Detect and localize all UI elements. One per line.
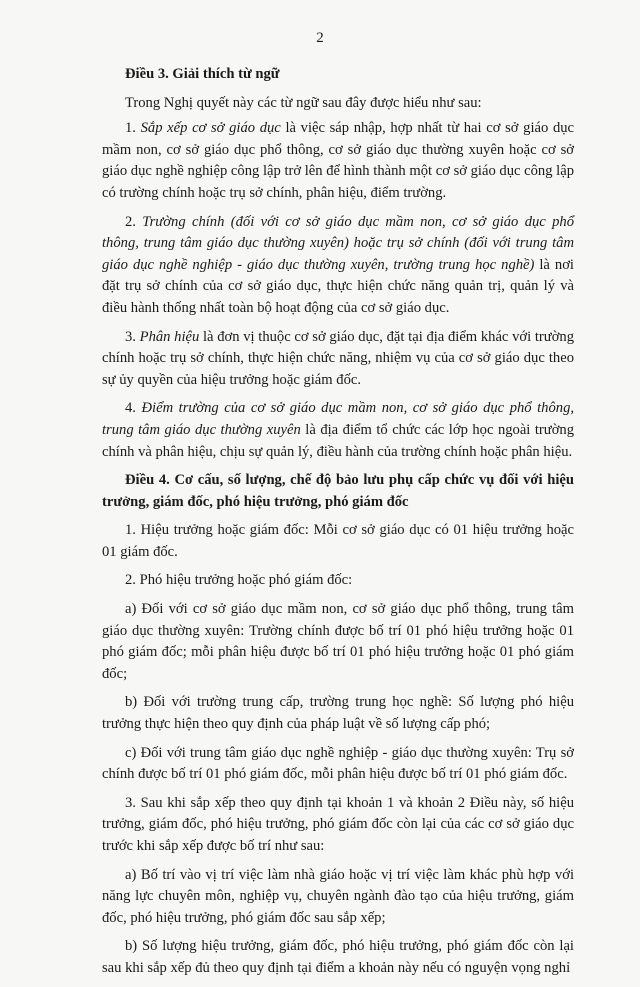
clause-number: 2. xyxy=(125,213,143,230)
clause-number: 4. xyxy=(125,400,142,417)
article-4-clause-3a: a) Bố trí vào vị trí việc làm nhà giáo hoặc vị trí việc làm khác phù hợp với năng lực chuyên môn, nghiệp vụ, chuyên ngành đào tạo của hiệu trưởng, giám đốc, phó hiệu trưởng, phó giám đốc sau sắp xếp; xyxy=(102,866,574,926)
clause-text: là địa điểm tổ chức các lớp học ngoài trường chính và phân hiệu, chịu sự quản lý, điều hành của trường chính hoặc phân hiệu. xyxy=(102,421,575,460)
defined-term: Điểm trường của cơ sở giáo dục mầm non, cơ sở giáo dục phổ thông, trung tâm giáo dục thường xuyên xyxy=(102,400,575,438)
article-4-heading: Điều 4. Cơ cấu, số lượng, chế độ bảo lưu phụ cấp chức vụ đối với hiệu trưởng, giám đốc, phó hiệu trưởng, phó giám đốc xyxy=(102,472,574,510)
article-3-clause-1 xyxy=(102,118,574,204)
clause-text: là nơi đặt trụ sở chính của cơ sở giáo dục, thực hiện chức năng quản trị, quản lý và điều hành thống nhất toàn bộ hoạt động của cơ sở giáo dục. xyxy=(102,256,574,316)
article-4-clause-1: 1. Hiệu trưởng hoặc giám đốc: Mỗi cơ sở giáo dục có 01 hiệu trưởng hoặc 01 giám đốc. xyxy=(102,522,574,560)
page-number: 2 xyxy=(316,30,324,46)
article-3-heading: Điều 3. Giải thích từ ngữ xyxy=(125,66,280,82)
article-3-intro: Trong Nghị quyết này các từ ngữ sau đây được hiểu như sau: xyxy=(125,94,482,111)
document-body xyxy=(102,64,574,987)
article-3-clause-4 xyxy=(102,398,574,463)
article-4-clause-2a: a) Đối với cơ sở giáo dục mầm non, cơ sở giáo dục phổ thông, trung tâm giáo dục thường xuyên: Trường chính được bố trí 01 phó hiệu trưởng hoặc 01 phó giám đốc; mỗi phân hiệu được bố trí 01 phó hiệu trưởng hoặc 01 phó giám đốc; xyxy=(102,601,574,682)
article-4-clause-2c: c) Đối với trung tâm giáo dục nghề nghiệp - giáo dục thường xuyên: Trụ sở chính được bố trí 01 phó giám đốc, mỗi phân hiệu được bố trí 01 phó giám đốc. xyxy=(102,744,574,783)
clause-text: là việc sáp nhập, hợp nhất từ hai cơ sở giáo dục mầm non, cơ sở giáo dục phổ thông, cơ sở giáo dục thường xuyên hoặc cơ sở giáo dục nghề nghiệp công lập trở lên để hình thành một cơ sở giáo dục công lập có trường chính hoặc trụ sở chính, phân hiệu, điểm trường. xyxy=(102,120,575,201)
article-3-clause-2 xyxy=(102,212,574,320)
article-3-clause-3 xyxy=(102,327,574,392)
defined-term: Phân hiệu xyxy=(139,328,200,345)
clause-text: là đơn vị thuộc cơ sở giáo dục, đặt tại địa điểm khác với trường chính hoặc trụ sở chính, thực hiện chức năng, nhiệm vụ của cơ sở giáo dục theo sự ủy quyền của hiệu trưởng hoặc giám đốc. xyxy=(102,328,574,388)
article-4-clause-2: 2. Phó hiệu trưởng hoặc phó giám đốc: xyxy=(125,572,353,589)
article-4-clause-3b: b) Số lượng hiệu trưởng, giám đốc, phó hiệu trưởng, phó giám đốc còn lại sau khi sắp xếp đủ theo quy định tại điểm a khoản này nếu có nguyện vọng nghỉ xyxy=(102,938,574,976)
defined-term: Trường chính (đối với cơ sở giáo dục mầm non, cơ sở giáo dục phổ thông, trung tâm giáo dục thường xuyên) hoặc trụ sở chính (đối với trung tâm giáo dục nghề nghiệp - giáo dục thường xuyên, trường trung học nghề) xyxy=(102,213,575,273)
article-4-clause-2b: b) Đối với trường trung cấp, trường trung học nghề: Số lượng phó hiệu trưởng thực hiện theo quy định của pháp luật về số lượng cấp phó; xyxy=(102,694,574,733)
clause-number: 1. xyxy=(125,120,141,137)
clause-number: 3. xyxy=(125,328,140,345)
article-4-clause-3: 3. Sau khi sắp xếp theo quy định tại khoản 1 và khoản 2 Điều này, số hiệu trưởng, giám đốc, phó hiệu trưởng, phó giám đốc còn lại của các cơ sở giáo dục trước khi sắp xếp được bố trí như sau: xyxy=(102,794,574,854)
defined-term: Sắp xếp cơ sở giáo dục xyxy=(140,120,281,137)
